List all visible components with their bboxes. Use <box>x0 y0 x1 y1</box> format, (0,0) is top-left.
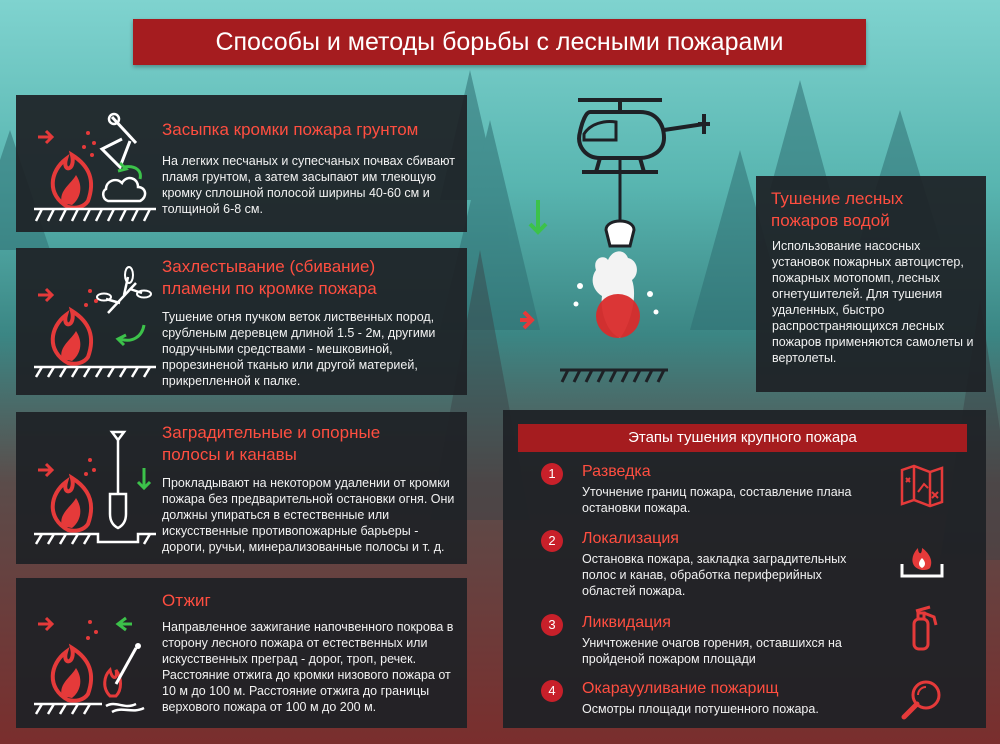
stages-heading: Этапы тушения крупного пожара <box>518 424 967 452</box>
water-card <box>756 176 986 392</box>
stage-text: Осмотры площади потушенного пожара. <box>582 702 819 716</box>
stage-text: Уточнение границ пожара, составление плана остановки пожара. <box>582 485 852 515</box>
extinguisher-icon <box>898 603 946 651</box>
stage-item <box>541 530 871 600</box>
method-title: Засыпка кромки пожара грунтом <box>162 120 419 139</box>
stage-title: Окараууливание пожарищ <box>582 680 779 697</box>
stage-number: 2 <box>541 530 563 552</box>
stage-item <box>541 680 871 720</box>
torch-icon <box>32 600 162 715</box>
stage-title: Разведка <box>582 463 651 480</box>
water-title: Тушение лесных пожаров водой <box>771 189 904 230</box>
method-text: На легких песчаных и супесчаных почвах сбивают пламя грунтом, а затем засыпают им тлеющую кромку сплошной полосой ширины 40-60 см и толщиной 6-8 см. <box>162 154 455 216</box>
method-card-backfire <box>16 578 467 728</box>
stage-item <box>541 463 871 523</box>
stage-number: 1 <box>541 463 563 485</box>
stage-text: Остановка пожара, закладка заградительных полос и канав, обработка периферийных областей пожара. <box>582 552 847 598</box>
stage-number: 4 <box>541 680 563 702</box>
method-text: Тушение огня пучком веток лиственных пород, срубленым деревцем длиной 1.5 - 2м, другими подручными средствами - мешковиной, прорезиненой тканью или другой материей, прикрепленной к палке. <box>162 310 436 388</box>
method-card-soil <box>16 95 467 232</box>
stage-text: Уничтожение очагов горения, оставшихся на пройденой пожаром площади <box>582 636 842 666</box>
page-title: Способы и методы борьбы с лесными пожарами <box>133 19 866 65</box>
helicopter-icon <box>520 90 730 390</box>
method-title: Отжиг <box>162 591 211 610</box>
stage-number: 3 <box>541 614 563 636</box>
shovel-icon <box>32 107 162 222</box>
method-title: Захлестывание (сбивание) пламени по кромке пожара <box>162 257 377 298</box>
map-icon <box>898 462 946 510</box>
fire-icon <box>898 534 946 582</box>
magnifier-icon <box>898 675 946 723</box>
spade-icon <box>32 430 162 545</box>
branch-icon <box>32 263 162 378</box>
stage-title: Локализация <box>582 530 679 547</box>
stage-title: Ликвидация <box>582 614 671 631</box>
method-text: Прокладывают на некотором удалении от кромки пожара без предварительной остановки огня. Они должны упираться в естественные или искусственные противопожарные барьеры - дороги, ручьи, минерализованные полосы и т. д. <box>162 476 455 554</box>
stage-item <box>541 614 871 674</box>
method-title: Заградительные и опорные полосы и канавы <box>162 423 381 464</box>
method-text: Направленное зажигание напочвенного покрова в сторону лесного пожара от естественных или искусственных преград - дорог, троп, речек. Расстояние отжига до кромки низового пожара от 10 м до 100 м. Расстояние отжига до границы верхового пожара от 100 м до 200 м. <box>162 620 454 714</box>
water-text: Использование насосных установок пожарных автоцистер, пожарных мотопомп, лесных огнетушителей. Для тушения удаленных, быстро распространяющихся лесных пожаров применяются самолеты и вертолеты. <box>772 239 974 365</box>
method-card-barriers <box>16 412 467 564</box>
method-card-beating <box>16 248 467 395</box>
